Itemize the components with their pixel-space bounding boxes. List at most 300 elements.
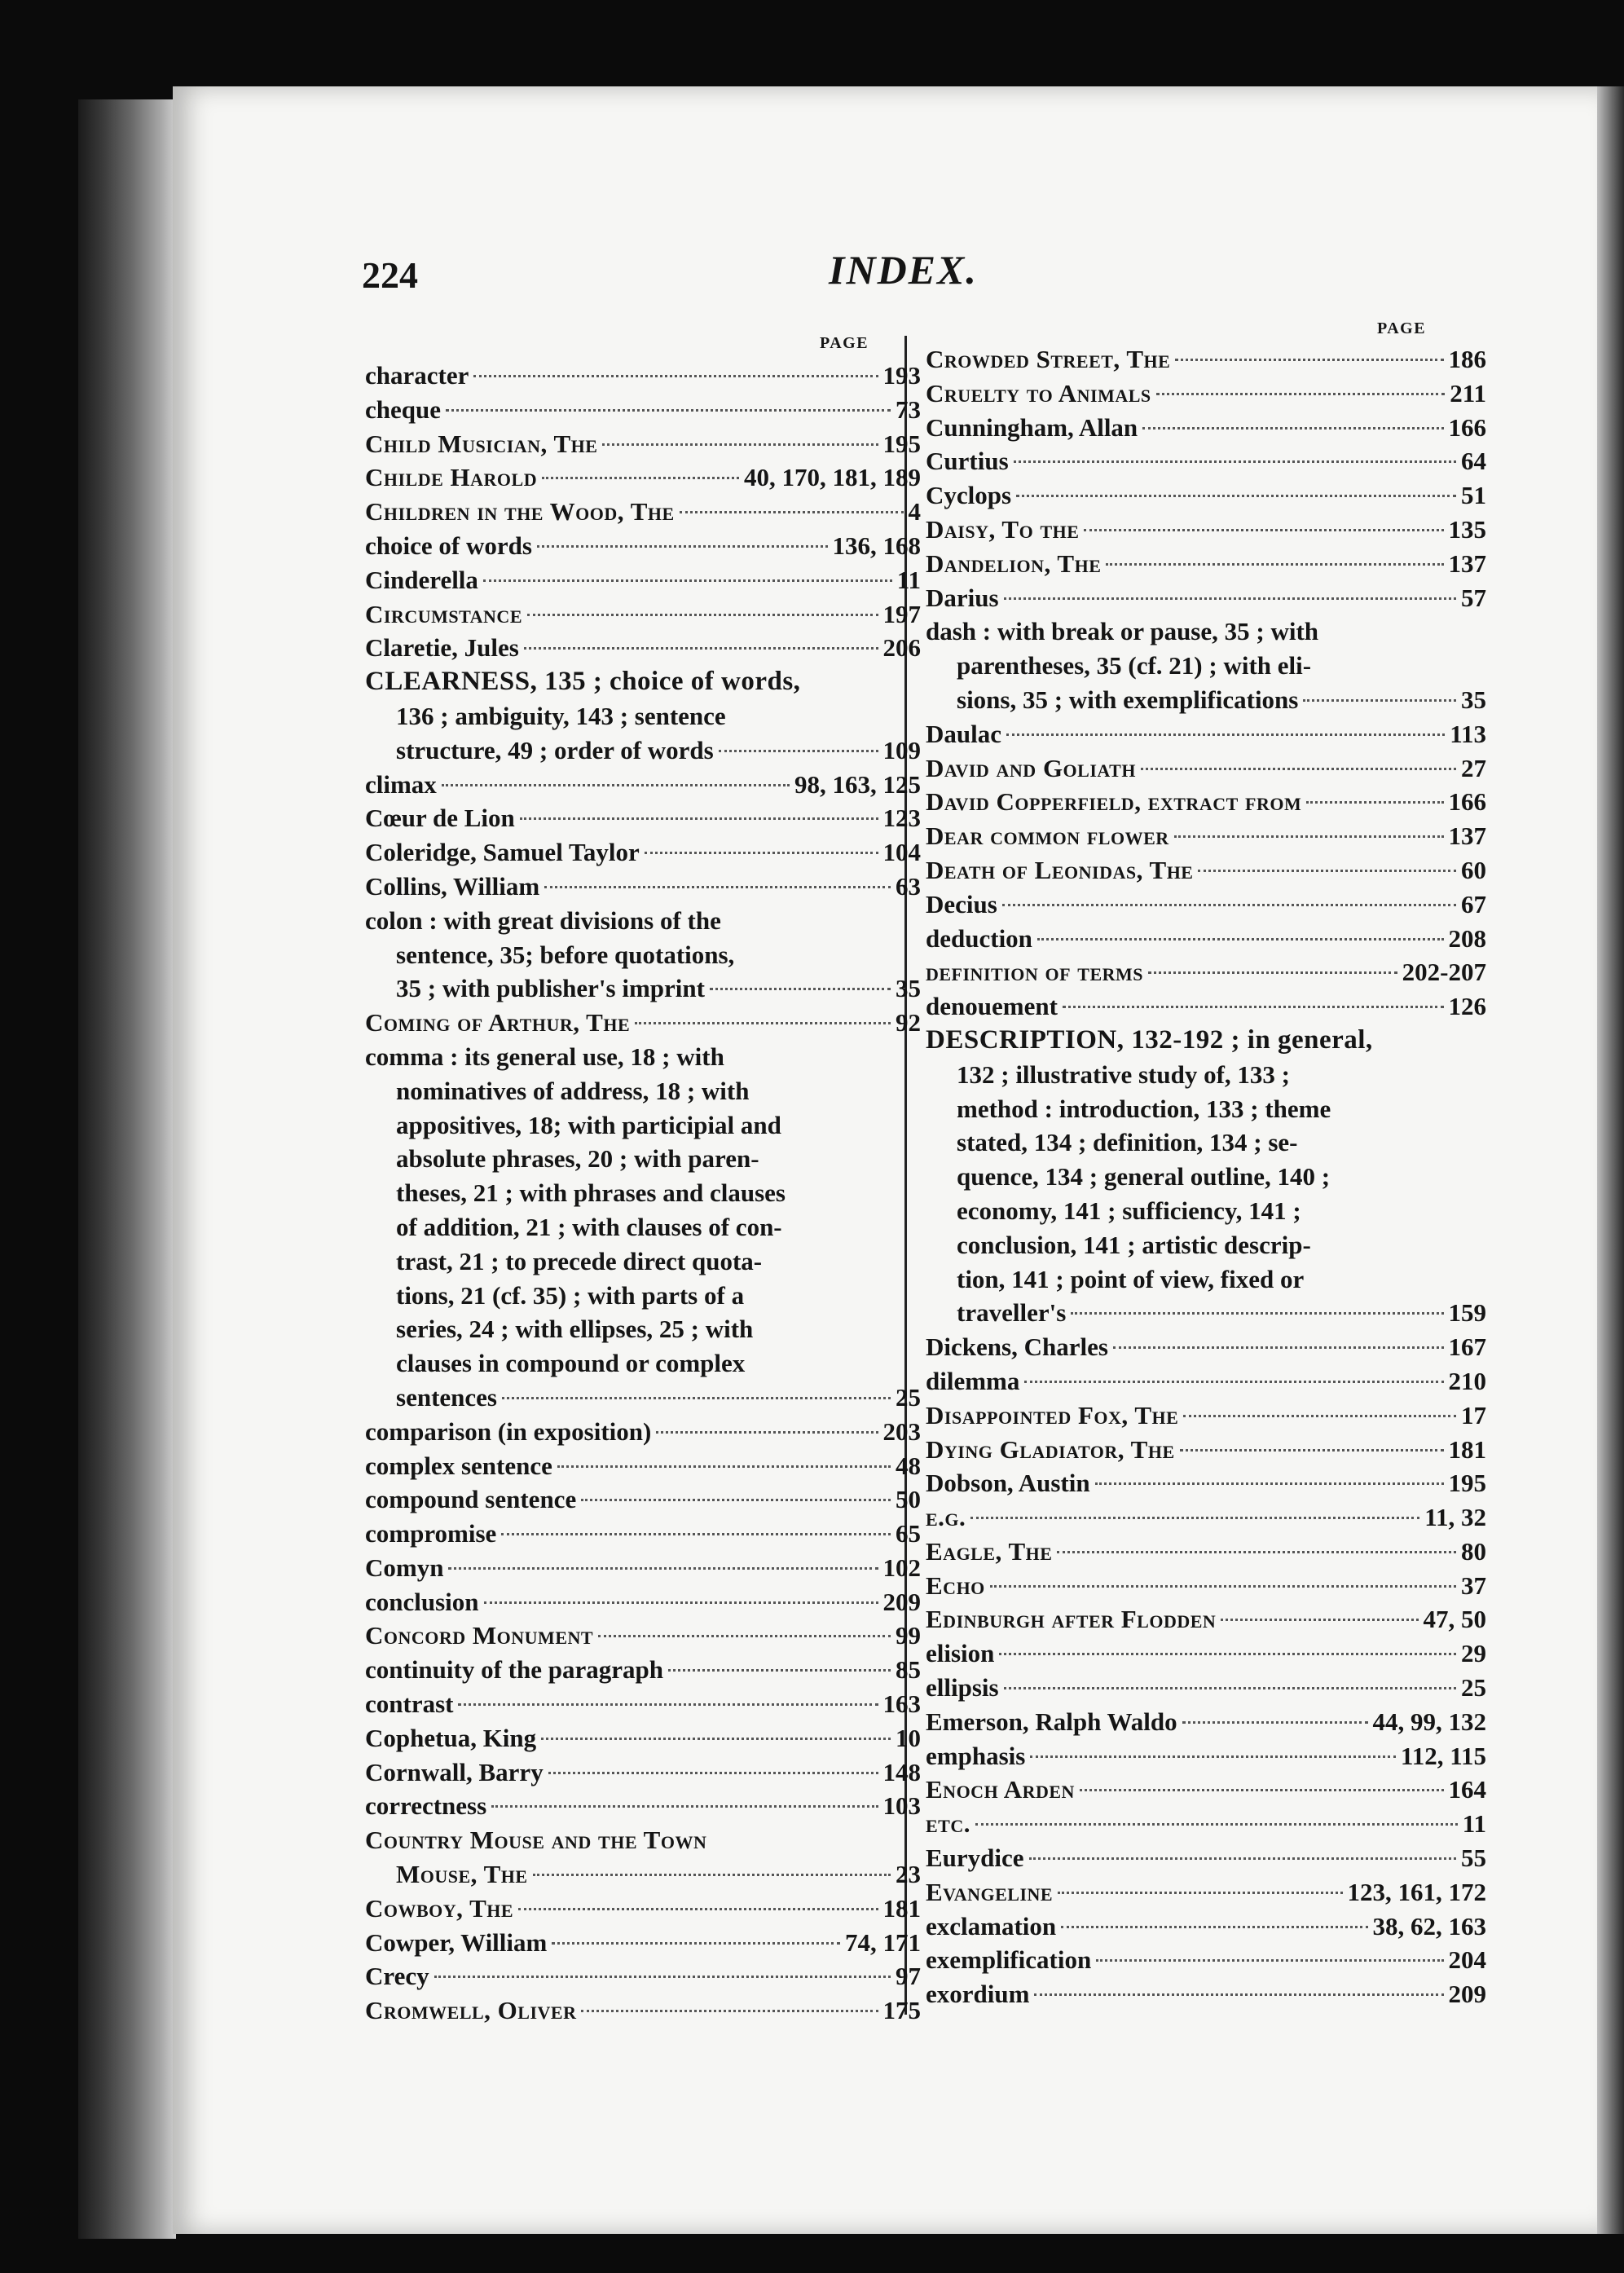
index-term: choice of words	[365, 531, 532, 560]
index-term: Emerson, Ralph Waldo	[926, 1707, 1177, 1736]
dot-leader	[473, 375, 878, 377]
index-continuation-line: theses, 21 ; with phrases and clauses	[396, 1178, 786, 1208]
index-term: Circumstance	[365, 599, 522, 628]
page-ref: 123	[882, 804, 921, 833]
index-term: deduction	[926, 923, 1032, 953]
index-entry	[365, 563, 921, 597]
page-ref: 99	[896, 1621, 921, 1650]
page-ref: 159	[1448, 1298, 1486, 1328]
page-ref: 135	[1448, 514, 1486, 544]
dot-leader	[1029, 1857, 1456, 1860]
page-ref: 73	[896, 394, 921, 424]
dot-leader	[990, 1585, 1456, 1588]
index-term: Childe Harold	[365, 463, 538, 492]
dot-leader	[1016, 495, 1456, 497]
page-ref: 109	[882, 735, 921, 764]
index-entry	[926, 411, 1486, 445]
dot-leader	[527, 614, 878, 616]
index-term: Coming of Arthur, The	[365, 1008, 631, 1037]
index-entry	[365, 1449, 921, 1483]
dot-leader	[680, 511, 904, 513]
dot-leader	[483, 579, 892, 582]
index-continuation-line: structure, 49 ; order of words	[396, 735, 714, 764]
dot-leader	[1071, 1312, 1443, 1315]
page-ref: 113	[1450, 719, 1486, 748]
page-ref: 104	[882, 838, 921, 867]
index-continuation-line: sentence, 35; before quotations,	[396, 940, 735, 969]
index-continuation-line: sions, 35 ; with exemplifications	[957, 685, 1299, 714]
dot-leader	[710, 988, 891, 990]
page-ref: 57	[1461, 583, 1486, 612]
index-entry	[926, 581, 1486, 615]
index-entry	[365, 1619, 921, 1653]
index-entry	[365, 1892, 921, 1926]
dot-leader	[448, 1567, 878, 1570]
page-ref: 17	[1461, 1400, 1486, 1429]
index-continuation-line: tions, 21 (cf. 35) ; with parts of a	[396, 1280, 745, 1310]
page-ref: 195	[882, 429, 921, 458]
index-term: dilemma	[926, 1366, 1020, 1395]
page-ref: 167	[1448, 1333, 1486, 1362]
dot-leader	[524, 647, 878, 650]
index-entry	[926, 444, 1486, 478]
page-ref: 25	[1461, 1673, 1486, 1703]
index-continuation-line: Mouse, The	[396, 1860, 528, 1889]
page-ref: 112, 115	[1400, 1741, 1486, 1770]
dot-leader	[1004, 1687, 1456, 1689]
page-ref: 85	[896, 1655, 921, 1685]
index-entry	[926, 1330, 1486, 1364]
page-ref: 65	[896, 1519, 921, 1548]
page-ref: 137	[1448, 548, 1486, 578]
dot-leader	[446, 409, 891, 412]
dot-leader	[1061, 1926, 1367, 1928]
dot-leader	[1006, 733, 1445, 736]
dot-leader	[1080, 1789, 1444, 1791]
dot-leader	[656, 1431, 878, 1434]
index-entry	[365, 1959, 921, 1993]
index-term: continuity of the paragraph	[365, 1655, 663, 1685]
page-ref: 206	[882, 633, 921, 663]
page-ref: 193	[882, 361, 921, 390]
index-entry	[365, 801, 921, 835]
dot-leader	[1096, 1959, 1443, 1962]
page-ref: 181	[1448, 1434, 1486, 1464]
page-ref: 27	[1461, 753, 1486, 782]
index-term: Dear common flower	[926, 822, 1169, 851]
index-entry	[926, 751, 1486, 786]
index-term: Daulac	[926, 719, 1001, 748]
index-term: Evangeline	[926, 1877, 1054, 1906]
page-ref: 37	[1461, 1570, 1486, 1600]
index-term: Cowper, William	[365, 1927, 548, 1957]
index-term: Death of Leonidas, The	[926, 855, 1194, 884]
index-entry	[926, 785, 1486, 819]
index-entry	[365, 1653, 921, 1687]
page-ref: 29	[1461, 1639, 1486, 1668]
dot-leader	[645, 852, 878, 854]
index-term: Curtius	[926, 447, 1009, 476]
index-entry	[926, 1739, 1486, 1773]
index-entry	[926, 1569, 1486, 1603]
index-term: contrast	[365, 1689, 454, 1719]
index-entry	[365, 835, 921, 870]
index-term: Decius	[926, 889, 997, 918]
dot-leader	[1030, 1755, 1396, 1758]
page-ref: 195	[1448, 1469, 1486, 1498]
dot-leader	[581, 2010, 878, 2012]
page-ref: 148	[882, 1757, 921, 1786]
dot-leader	[1058, 1892, 1342, 1894]
page-ref: 74, 171	[845, 1927, 921, 1957]
dot-leader	[1063, 1006, 1444, 1008]
index-entry	[365, 1789, 921, 1823]
page-ref: 166	[1448, 412, 1486, 442]
index-term: Comyn	[365, 1553, 444, 1582]
dot-leader	[1174, 835, 1444, 838]
dot-leader	[1034, 1993, 1443, 1996]
page-ref: 11, 32	[1424, 1503, 1486, 1532]
page-ref: 60	[1461, 855, 1486, 884]
page-ref: 123, 161, 172	[1347, 1877, 1486, 1906]
index-entry	[926, 1399, 1486, 1433]
dot-leader	[502, 1397, 891, 1399]
index-continuation-line: series, 24 ; with ellipses, 25 ; with	[396, 1315, 754, 1344]
index-term: Child Musician, The	[365, 429, 598, 458]
index-continuation-line: appositives, 18; with participial and	[396, 1110, 781, 1139]
index-entry	[365, 460, 921, 495]
index-term: DESCRIPTION, 132-192 ; in general,	[926, 1024, 1373, 1055]
index-continuation-line: parentheses, 35 (cf. 21) ; with eli-	[957, 651, 1312, 681]
index-entry	[926, 1875, 1486, 1910]
dot-leader	[518, 1908, 878, 1910]
index-entry	[926, 513, 1486, 547]
index-term: ellipsis	[926, 1673, 999, 1703]
page-ref: 209	[1448, 1980, 1486, 2009]
index-entry	[926, 1773, 1486, 1807]
index-term: colon : with great divisions of the	[365, 905, 721, 935]
index-column-right	[926, 342, 1486, 2011]
dot-leader	[719, 750, 878, 752]
index-continuation-line: conclusion, 141 ; artistic descrip-	[957, 1230, 1311, 1259]
index-entry	[365, 1823, 921, 1892]
index-continuation-line: of addition, 21 ; with clauses of con-	[396, 1212, 782, 1241]
page-ref: 35	[1461, 685, 1486, 714]
dot-leader	[1014, 460, 1456, 463]
page-ref: 204	[1448, 1945, 1486, 1975]
page-ref: 10	[896, 1723, 921, 1752]
dot-leader	[970, 1517, 1419, 1519]
dot-leader	[520, 817, 878, 820]
index-entry	[926, 1977, 1486, 2011]
index-entry	[926, 1535, 1486, 1569]
index-continuation-line: quence, 134 ; general outline, 140 ;	[957, 1162, 1331, 1192]
dot-leader	[1303, 699, 1456, 702]
page-title: INDEX.	[829, 247, 978, 293]
page-ref: 103	[882, 1791, 921, 1821]
dot-leader	[999, 1653, 1456, 1655]
dot-leader	[1148, 971, 1397, 974]
index-entry	[926, 615, 1486, 716]
page-ref: 186	[1448, 345, 1486, 373]
index-entry	[926, 1671, 1486, 1705]
dot-leader	[484, 1601, 878, 1604]
index-entry	[926, 1364, 1486, 1399]
dot-leader	[1002, 904, 1456, 906]
index-term: exclamation	[926, 1911, 1057, 1940]
index-continuation-line: economy, 141 ; sufficiency, 141 ;	[957, 1196, 1301, 1225]
index-continuation-line: sentences	[396, 1382, 497, 1412]
page-ref: 48	[896, 1451, 921, 1480]
dot-leader	[1221, 1619, 1418, 1621]
index-term: exemplification	[926, 1945, 1092, 1975]
index-entry	[926, 1807, 1486, 1841]
dot-leader	[602, 443, 878, 446]
page-ref: 11	[1462, 1809, 1486, 1839]
dot-leader	[975, 1823, 1458, 1826]
page-column-label-left: PAGE	[820, 334, 869, 352]
index-continuation-line: tion, 141 ; point of view, fixed or	[957, 1264, 1305, 1293]
dot-leader	[548, 1772, 878, 1774]
page-column-label-right: PAGE	[1377, 319, 1427, 337]
index-term: Claretie, Jules	[365, 633, 519, 663]
dot-leader	[1182, 1721, 1368, 1724]
index-entry	[926, 888, 1486, 922]
index-term: Cinderella	[365, 565, 478, 594]
page-ref: 63	[896, 871, 921, 901]
index-term: Edinburgh after Flodden	[926, 1605, 1217, 1634]
page-ref: 44, 99, 132	[1372, 1707, 1486, 1736]
dot-leader	[1183, 1415, 1456, 1417]
dot-leader	[1084, 529, 1443, 531]
index-term: Cowboy, The	[365, 1893, 514, 1923]
index-term: Collins, William	[365, 871, 540, 901]
dot-leader	[1057, 1551, 1456, 1553]
page-ref: 80	[1461, 1536, 1486, 1566]
index-term: Disappointed Fox, The	[926, 1400, 1179, 1429]
dot-leader	[533, 1874, 891, 1876]
index-term: correctness	[365, 1791, 487, 1821]
index-entry	[365, 393, 921, 427]
page-ref: 208	[1448, 923, 1486, 953]
index-term: climax	[365, 769, 437, 799]
index-entry	[365, 495, 921, 529]
index-entry	[365, 529, 921, 563]
index-term: dash : with break or pause, 35 ; with	[926, 617, 1319, 646]
index-entry	[365, 665, 921, 767]
index-term: Country Mouse and the Town	[365, 1826, 707, 1855]
dot-leader	[1106, 563, 1443, 566]
index-continuation-line: stated, 134 ; definition, 134 ; se-	[957, 1128, 1298, 1157]
dot-leader	[537, 545, 828, 548]
index-term: Children in the Wood, The	[365, 497, 675, 526]
index-entry	[365, 631, 921, 665]
index-entry	[365, 1926, 921, 1960]
index-term: definition of terms	[926, 958, 1144, 987]
index-term: Daisy, To the	[926, 514, 1080, 544]
page-ref: 23	[896, 1860, 921, 1889]
page-right-edge	[1597, 86, 1624, 2234]
dot-leader	[1113, 1346, 1444, 1349]
page-ref: 67	[1461, 889, 1486, 918]
dot-leader	[1306, 801, 1443, 804]
index-term: Eagle, The	[926, 1536, 1053, 1566]
index-entry	[926, 377, 1486, 411]
index-entry	[926, 853, 1486, 888]
index-term: Cornwall, Barry	[365, 1757, 544, 1786]
page-ref: 164	[1448, 1775, 1486, 1804]
index-term: Cœur de Lion	[365, 804, 515, 833]
index-term: Cunningham, Allan	[926, 412, 1138, 442]
index-term: Crecy	[365, 1962, 429, 1991]
index-term: compound sentence	[365, 1485, 577, 1514]
index-continuation-line: 132 ; illustrative study of, 133 ;	[957, 1059, 1291, 1089]
index-entry	[926, 922, 1486, 956]
index-entry	[926, 989, 1486, 1024]
page-number: 224	[362, 254, 418, 296]
dot-leader	[1175, 359, 1443, 361]
index-term: Darius	[926, 583, 999, 612]
index-term: David and Goliath	[926, 753, 1136, 782]
book-spine-edge	[78, 99, 176, 2239]
index-entry	[926, 1636, 1486, 1671]
page-ref: 197	[882, 599, 921, 628]
dot-leader	[668, 1669, 891, 1672]
page-ref: 166	[1448, 787, 1486, 817]
dot-leader	[598, 1635, 891, 1637]
index-entry	[365, 427, 921, 461]
index-term: Dickens, Charles	[926, 1333, 1108, 1362]
index-term: exordium	[926, 1980, 1030, 2009]
index-entry	[365, 1482, 921, 1517]
dot-leader	[542, 477, 739, 479]
index-term: Cyclops	[926, 481, 1012, 510]
dot-leader	[552, 1942, 840, 1945]
dot-leader	[1198, 870, 1456, 872]
index-term: denouement	[926, 992, 1058, 1021]
page-ref: 209	[882, 1587, 921, 1616]
index-term: comparison (in exposition)	[365, 1416, 652, 1446]
dot-leader	[557, 1465, 891, 1468]
page-ref: 50	[896, 1485, 921, 1514]
index-entry	[926, 1024, 1486, 1330]
index-term: Crowded Street, The	[926, 345, 1171, 373]
page-ref: 11	[896, 565, 921, 594]
dot-leader	[1141, 768, 1456, 770]
index-continuation-line: nominatives of address, 18 ; with	[396, 1076, 750, 1105]
index-entry	[365, 1721, 921, 1755]
index-term: conclusion	[365, 1587, 479, 1616]
index-continuation-line: 35 ; with publisher's imprint	[396, 974, 705, 1003]
index-term: elision	[926, 1639, 995, 1668]
page-ref: 98, 163, 125	[794, 769, 921, 799]
index-entry	[926, 1841, 1486, 1875]
index-entry	[365, 904, 921, 1006]
page-ref: 4	[908, 497, 921, 526]
index-term: complex sentence	[365, 1451, 552, 1480]
dot-leader	[442, 784, 790, 786]
dot-leader	[501, 1533, 891, 1535]
index-entry	[365, 1040, 921, 1415]
dot-leader	[1156, 393, 1446, 395]
index-entry	[926, 819, 1486, 853]
dot-leader	[544, 886, 891, 888]
index-term: e.g.	[926, 1503, 966, 1532]
dot-leader	[635, 1022, 891, 1024]
index-column-left	[365, 359, 921, 2028]
index-entry	[926, 717, 1486, 751]
page-ref: 64	[1461, 447, 1486, 476]
page-ref: 47, 50	[1423, 1605, 1486, 1634]
index-term: Cruelty to Animals	[926, 378, 1151, 407]
dot-leader	[541, 1738, 891, 1740]
index-term: Echo	[926, 1570, 985, 1600]
dot-leader	[1142, 427, 1443, 429]
index-term: character	[365, 361, 469, 390]
index-entry	[365, 359, 921, 393]
index-continuation-line: clauses in compound or complex	[396, 1349, 746, 1378]
index-entry	[365, 1687, 921, 1721]
index-entry	[926, 1466, 1486, 1500]
page-ref: 38, 62, 163	[1372, 1911, 1486, 1940]
index-term: etc.	[926, 1809, 970, 1839]
page-ref: 40, 170, 181, 189	[744, 463, 921, 492]
index-term: cheque	[365, 394, 441, 424]
index-entry	[926, 478, 1486, 513]
index-term: comma : its general use, 18 ; with	[365, 1042, 724, 1071]
index-term: Coleridge, Samuel Taylor	[365, 838, 640, 867]
index-entry	[365, 1993, 921, 2028]
dot-leader	[491, 1805, 878, 1808]
index-continuation-line: 136 ; ambiguity, 143 ; sentence	[396, 701, 726, 730]
index-entry	[926, 955, 1486, 989]
dot-leader	[1095, 1482, 1444, 1485]
index-term: emphasis	[926, 1741, 1026, 1770]
page-ref: 25	[896, 1382, 921, 1412]
index-term: Dobson, Austin	[926, 1469, 1090, 1498]
page-ref: 35	[896, 974, 921, 1003]
dot-leader	[1024, 1381, 1443, 1383]
page-ref: 175	[882, 1996, 921, 2025]
dot-leader	[1037, 938, 1444, 940]
page-ref: 126	[1448, 992, 1486, 1021]
page-ref: 203	[882, 1416, 921, 1446]
index-term: David Copperfield, extract from	[926, 787, 1302, 817]
page-ref: 181	[882, 1893, 921, 1923]
index-entry	[365, 768, 921, 802]
page-ref: 51	[1461, 481, 1486, 510]
dot-leader	[434, 1976, 891, 1978]
index-entry	[365, 870, 921, 904]
index-entry	[365, 1006, 921, 1040]
dot-leader	[458, 1703, 878, 1706]
index-entry	[926, 1910, 1486, 1944]
index-entry	[365, 1551, 921, 1585]
index-entry	[365, 597, 921, 632]
index-term: Cromwell, Oliver	[365, 1996, 577, 2025]
index-entry	[926, 1705, 1486, 1739]
index-entry	[926, 1500, 1486, 1535]
page-ref: 210	[1448, 1366, 1486, 1395]
dot-leader	[581, 1499, 891, 1501]
index-continuation-line: traveller's	[957, 1298, 1067, 1328]
page-ref: 136, 168	[832, 531, 921, 560]
index-entry	[926, 1602, 1486, 1636]
page-ref: 163	[882, 1689, 921, 1719]
index-entry	[365, 1415, 921, 1449]
index-entry	[926, 342, 1486, 377]
index-term: Dandelion, The	[926, 548, 1102, 578]
